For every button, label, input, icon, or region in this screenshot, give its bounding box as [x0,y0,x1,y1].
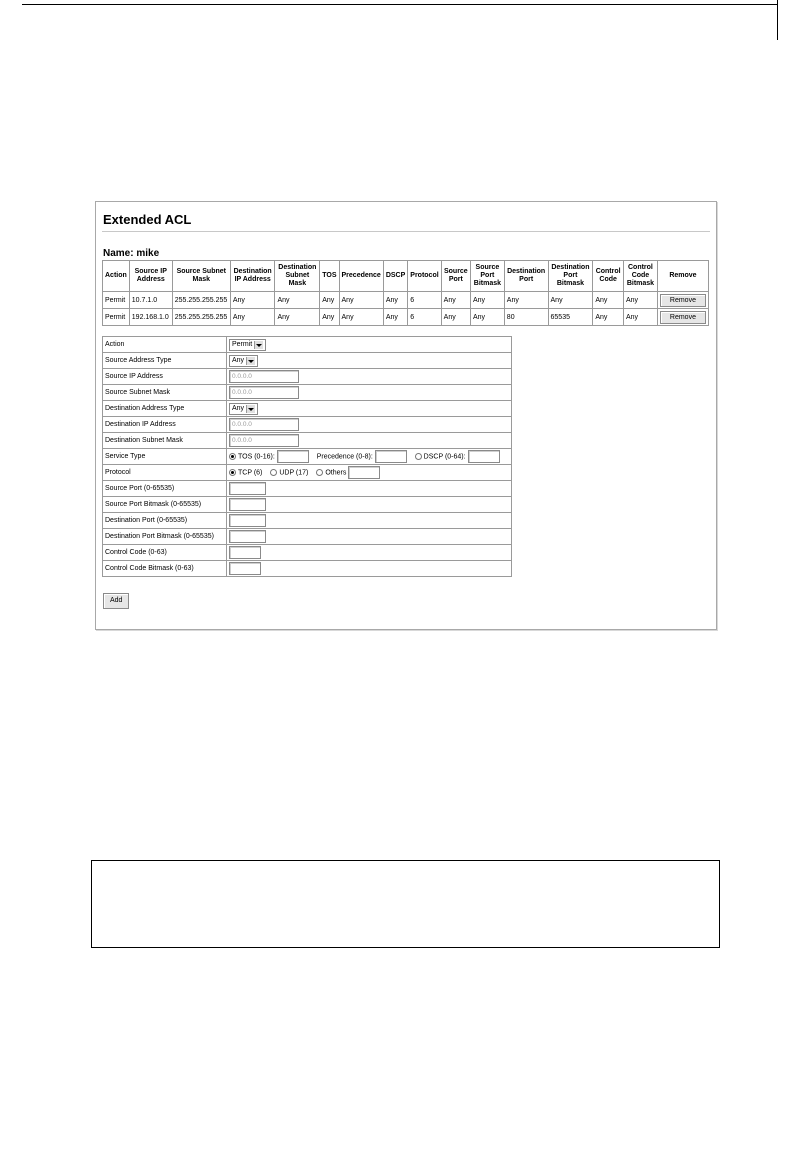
cell-protocol: 6 [408,292,441,309]
service-precedence-option [317,450,407,463]
service-tos-radio[interactable] [229,453,236,460]
note-box [91,860,720,948]
col-header-src-ip: Source IP Address [129,261,172,292]
form-row-dst-port-bitmask [103,529,512,545]
form-row-action [103,337,512,353]
chevron-down-icon [254,341,263,349]
form-row-src-addr-type [103,353,512,369]
src-port-bitmask-label: Source Port Bitmask (0-65535) [103,497,227,513]
form-row-service-type [103,449,512,465]
form-row-src-port [103,481,512,497]
cell-control-code: Any [593,292,624,309]
dscp-input[interactable] [468,450,500,463]
form-row-dst-mask [103,433,512,449]
col-header-src-mask: Source Subnet Mask [172,261,230,292]
col-header-control-code-bitmask: Control Code Bitmask [623,261,657,292]
control-code-bitmask-cell [227,561,512,577]
src-ip-input[interactable]: 0.0.0.0 [229,370,299,383]
cell-src-port-bitmask: Any [471,292,505,309]
cell-control-code-bitmask: Any [623,309,657,326]
action-select-value: Permit [232,340,253,348]
remove-button[interactable]: Remove [660,311,706,324]
src-addr-type-label: Source Address Type [103,353,227,369]
dst-mask-input[interactable]: 0.0.0.0 [229,434,299,447]
cell-dst-port-bitmask: 65535 [548,309,593,326]
page-top-rule [22,4,777,5]
service-type-label: Service Type [103,449,227,465]
service-dscp-option [415,450,500,463]
protocol-tcp-radio[interactable] [229,469,236,476]
src-addr-type-select[interactable] [229,355,258,367]
src-ip-cell [227,369,512,385]
cell-src-port: Any [441,292,470,309]
src-mask-label: Source Subnet Mask [103,385,227,401]
dst-ip-input[interactable]: 0.0.0.0 [229,418,299,431]
cell-precedence: Any [339,292,383,309]
protocol-tcp-option [229,469,262,476]
col-header-control-code: Control Code [593,261,624,292]
cell-dst-ip: Any [230,292,275,309]
cell-src-port: Any [441,309,470,326]
control-code-bitmask-input[interactable] [229,562,261,575]
action-select[interactable] [229,339,266,351]
dst-port-bitmask-input[interactable] [229,530,266,543]
page-corner-rule [777,0,778,40]
protocol-udp-label: UDP (17) [279,469,309,477]
form-row-protocol [103,465,512,481]
src-mask-input[interactable]: 0.0.0.0 [229,386,299,399]
col-header-src-port-bitmask: Source Port Bitmask [471,261,505,292]
cell-dscp: Any [383,292,407,309]
cell-action: Permit [103,292,130,309]
src-port-cell [227,481,512,497]
col-header-src-port: Source Port [441,261,470,292]
form-row-control-code-bitmask [103,561,512,577]
remove-button[interactable]: Remove [660,294,706,307]
chevron-down-icon [246,357,255,365]
dst-port-bitmask-label: Destination Port Bitmask (0-65535) [103,529,227,545]
cell-tos: Any [320,309,339,326]
dst-port-bitmask-cell [227,529,512,545]
precedence-input[interactable] [375,450,407,463]
acl-name-value: mike [136,248,160,259]
cell-dst-ip: Any [230,309,275,326]
cell-src-ip: 192.168.1.0 [129,309,172,326]
service-tos-label: TOS (0-16): [238,453,275,461]
form-row-src-mask [103,385,512,401]
cell-dst-port: Any [504,292,548,309]
src-ip-label: Source IP Address [103,369,227,385]
dst-addr-type-value: Any [232,404,245,412]
control-code-cell [227,545,512,561]
cell-action: Permit [103,309,130,326]
dst-ip-label: Destination IP Address [103,417,227,433]
add-button[interactable]: Add [103,593,129,609]
cell-dst-port-bitmask: Any [548,292,593,309]
src-addr-type-cell [227,353,512,369]
extended-acl-panel [95,201,717,630]
service-dscp-radio[interactable] [415,453,422,460]
table-row [103,292,709,309]
action-cell [227,337,512,353]
src-port-input[interactable] [229,482,266,495]
dst-port-input[interactable] [229,514,266,527]
cell-dst-port: 80 [504,309,548,326]
dst-port-label: Destination Port (0-65535) [103,513,227,529]
page-title: Extended ACL [103,212,192,227]
protocol-others-option [316,466,380,479]
control-code-bitmask-label: Control Code Bitmask (0-63) [103,561,227,577]
protocol-udp-option [270,469,308,476]
table-row [103,309,709,326]
form-row-dst-addr-type [103,401,512,417]
control-code-label: Control Code (0-63) [103,545,227,561]
add-rule-form [102,336,512,577]
col-header-dst-port-bitmask: Destination Port Bitmask [548,261,593,292]
src-addr-type-value: Any [232,356,245,364]
cell-dst-mask: Any [275,292,320,309]
cell-control-code-bitmask: Any [623,292,657,309]
title-divider [102,231,710,232]
dst-addr-type-select[interactable] [229,403,258,415]
src-port-bitmask-cell [227,497,512,513]
form-row-dst-ip [103,417,512,433]
src-mask-cell [227,385,512,401]
protocol-others-input[interactable] [348,466,380,479]
col-header-protocol: Protocol [408,261,441,292]
col-header-action: Action [103,261,130,292]
tos-input[interactable] [277,450,309,463]
service-precedence-label: Precedence (0-8): [316,453,373,461]
dst-addr-type-label: Destination Address Type [103,401,227,417]
col-header-tos: TOS [320,261,339,292]
cell-tos: Any [320,292,339,309]
service-type-cell [227,449,512,465]
protocol-others-radio[interactable] [316,469,323,476]
src-port-label: Source Port (0-65535) [103,481,227,497]
acl-rules-table [102,260,709,326]
dst-ip-cell [227,417,512,433]
cell-control-code: Any [593,309,624,326]
cell-src-ip: 10.7.1.0 [129,292,172,309]
dst-port-cell [227,513,512,529]
col-header-dscp: DSCP [383,261,407,292]
cell-src-mask: 255.255.255.255 [172,309,230,326]
dst-addr-type-cell [227,401,512,417]
cell-src-mask: 255.255.255.255 [172,292,230,309]
protocol-tcp-label: TCP (6) [238,469,263,477]
acl-name-label: Name: [103,248,134,259]
protocol-udp-radio[interactable] [270,469,277,476]
cell-dst-mask: Any [275,309,320,326]
cell-dscp: Any [383,309,407,326]
action-label: Action [103,337,227,353]
dst-mask-cell [227,433,512,449]
col-header-dst-mask: Destination Subnet Mask [275,261,320,292]
form-row-dst-port [103,513,512,529]
service-dscp-label: DSCP (0-64): [423,453,466,461]
form-row-src-port-bitmask [103,497,512,513]
src-port-bitmask-input[interactable] [229,498,266,511]
protocol-label: Protocol [103,465,227,481]
col-header-dst-port: Destination Port [504,261,548,292]
col-header-remove: Remove [657,261,708,292]
form-row-control-code [103,545,512,561]
protocol-cell [227,465,512,481]
col-header-precedence: Precedence [339,261,383,292]
form-row-src-ip [103,369,512,385]
control-code-input[interactable] [229,546,261,559]
acl-name [103,248,159,259]
cell-remove [657,292,708,309]
col-header-dst-ip: Destination IP Address [230,261,275,292]
cell-remove [657,309,708,326]
table-header-row [103,261,709,292]
cell-src-port-bitmask: Any [471,309,505,326]
protocol-others-label: Others [325,469,347,477]
cell-protocol: 6 [408,309,441,326]
chevron-down-icon [246,405,255,413]
cell-precedence: Any [339,309,383,326]
dst-mask-label: Destination Subnet Mask [103,433,227,449]
service-tos-option [229,450,309,463]
